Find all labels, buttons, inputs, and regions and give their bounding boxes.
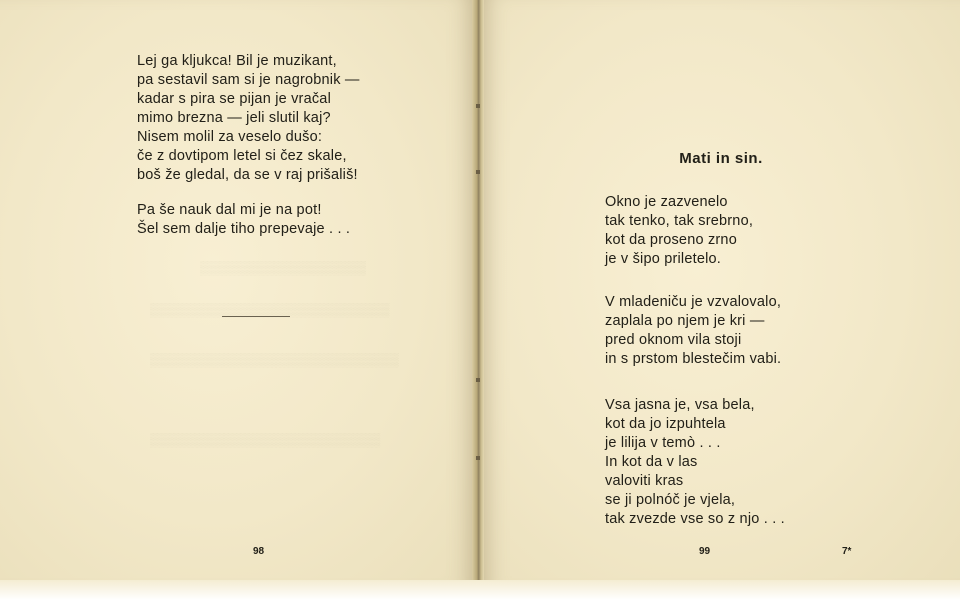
verse-line: Nisem molil za veselo dušo: [137,129,323,145]
verse-line: tak tenko, tak srebrno, [605,213,754,229]
verse-line: kot da jo izpuhtela [605,416,726,432]
verse-line: pa sestavil sam si je nagrobnik — [137,72,360,88]
verse-line: kot da proseno zrno [605,232,737,248]
verse-line: je lilija v temò . . . [605,435,721,451]
verse-line: kadar s pira se pijan je vračal [137,91,331,107]
verse-line: valoviti kras [605,473,684,489]
verse-line: če z dovtipom letel si čez skale, [137,148,347,164]
verse-line: je v šipo priletelo. [605,251,722,267]
signature-mark: 7* [842,546,852,557]
page-number-left: 98 [253,546,265,557]
verse-line: In kot da v las [605,454,698,470]
binding-stitch [476,104,480,108]
verse-line: zaplala po njem je kri — [605,313,765,329]
verse-line: Pa še nauk dal mi je na pot! [137,202,322,218]
verse-line: se ji polnóč je vjela, [605,492,736,508]
verse-line: Šel sem dalje tiho prepevaje . . . [137,221,351,237]
right-stanza-1 [605,193,753,269]
verse-line: Okno je zazvenelo [605,194,728,210]
verse-line: boš že gledal, da se v raj prišališ! [137,167,358,183]
binding-stitch [476,170,480,174]
left-stanza-2 [137,201,350,239]
verse-line: in s prstom blestečim vabi. [605,351,782,367]
verse-line: tak zvezde vse so z njo . . . [605,511,785,527]
left-stanza-1 [137,52,360,185]
right-stanza-3 [605,396,785,529]
verse-line: Vsa jasna je, vsa bela, [605,397,755,413]
verse-line: V mladeniču je vzvalovalo, [605,294,782,310]
poem-title: Mati in sin. [679,150,763,167]
page-number-right: 99 [699,546,711,557]
section-divider [222,316,290,317]
binding-stitch [476,378,480,382]
binding-stitch [476,456,480,460]
verse-line: Lej ga kljukca! Bil je muzikant, [137,53,337,69]
page-bottom-edge [0,580,960,600]
right-stanza-2 [605,293,781,369]
verse-line: mimo brezna — jeli slutil kaj? [137,110,331,126]
book-gutter [472,0,484,588]
verse-line: pred oknom vila stoji [605,332,742,348]
